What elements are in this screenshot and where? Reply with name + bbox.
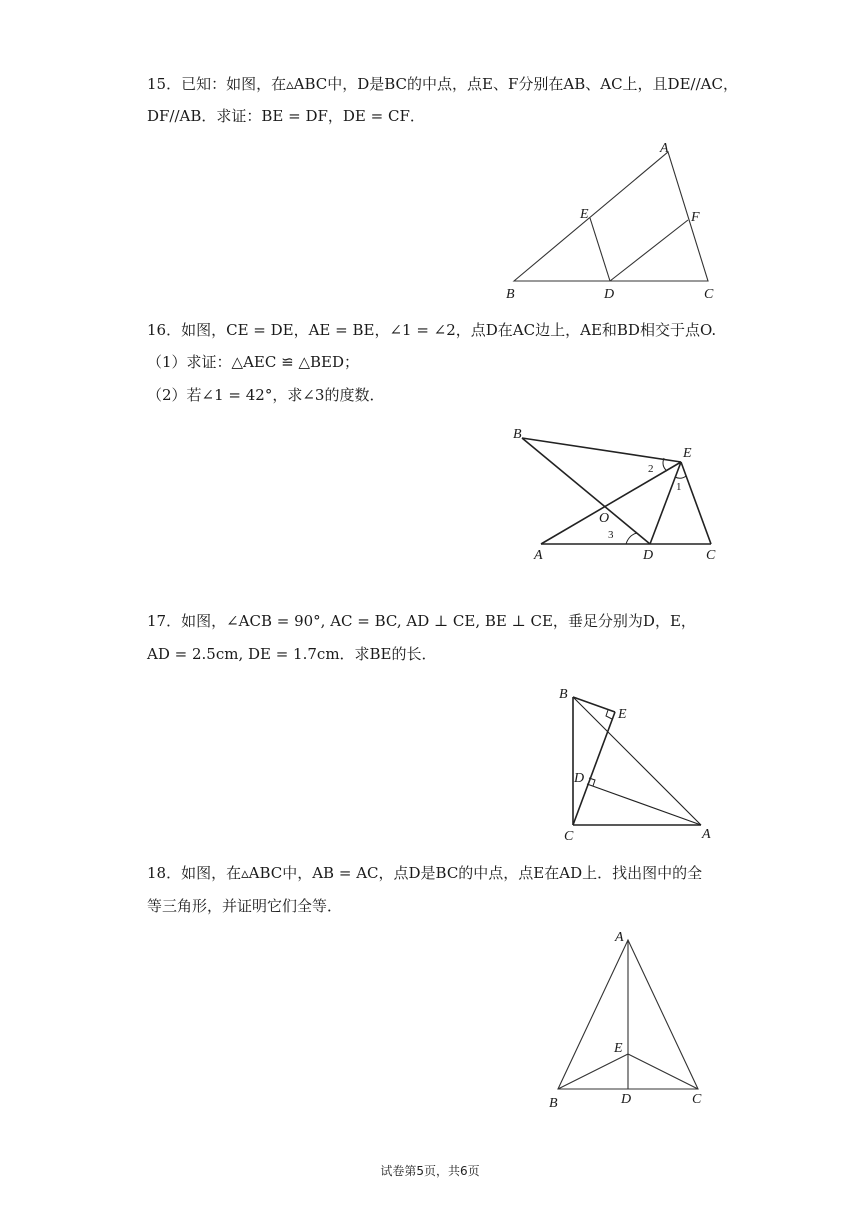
label-d: D xyxy=(643,548,654,563)
label-e: E xyxy=(614,1041,623,1056)
label-b: B xyxy=(549,1096,558,1111)
figure-16 xyxy=(505,422,730,567)
segment-ad xyxy=(587,784,701,825)
segment-de xyxy=(590,218,610,281)
label-3: 3 xyxy=(608,529,614,541)
label-a: A xyxy=(615,930,624,945)
label-a: A xyxy=(702,827,711,842)
segment-ed xyxy=(650,462,681,544)
segment-ce xyxy=(573,712,615,825)
problem-16-line-1: 16．如图，CE = DE，AE = BE，∠1 = ∠2，点D在AC边上，AE和BD相交于点O. xyxy=(147,321,717,339)
label-d: D xyxy=(621,1092,632,1107)
angle-3-arc xyxy=(626,533,637,544)
label-c: C xyxy=(706,548,716,563)
segment-df xyxy=(610,220,688,281)
figure-15 xyxy=(500,140,730,305)
label-1: 1 xyxy=(676,481,682,493)
label-a: A xyxy=(660,141,669,156)
page-footer: 试卷第5页，共6页 xyxy=(380,1164,480,1178)
segment-ec xyxy=(681,462,711,544)
label-e: E xyxy=(683,446,692,461)
label-c: C xyxy=(704,287,714,302)
problem-17-line-1: 17．如图，∠ACB = 90°, AC = BC, AD ⊥ CE, BE ⊥ CE，垂足分别为D，E， xyxy=(147,612,696,630)
problem-16-line-2: （1）求证：△AEC ≌ △BED； xyxy=(147,353,359,371)
label-c: C xyxy=(692,1092,702,1107)
segment-ba xyxy=(573,697,701,825)
label-e: E xyxy=(580,207,589,222)
segment-be xyxy=(573,697,615,712)
label-b: B xyxy=(506,287,515,302)
problem-18-line-2: 等三角形，并证明它们全等． xyxy=(147,897,343,915)
problem-15-line-1: 15．已知：如图，在▵ABC中，D是BC的中点，点E、F分别在AB、AC上，且DE//AC， xyxy=(147,75,738,93)
label-f: F xyxy=(691,210,700,225)
problem-15-line-2: DF//AB．求证：BE = DF，DE = CF． xyxy=(147,107,425,125)
label-2: 2 xyxy=(648,463,654,475)
label-a: A xyxy=(534,548,543,563)
label-d: D xyxy=(604,287,615,302)
angle-1-arc xyxy=(675,476,686,478)
label-c: C xyxy=(564,829,574,844)
figure-18 xyxy=(540,925,720,1113)
segment-ec xyxy=(628,1054,698,1089)
problem-17-line-2: AD = 2.5cm, DE = 1.7cm．求BE的长． xyxy=(147,645,437,663)
problem-16-line-3: （2）若∠1 = 42°，求∠3的度数． xyxy=(147,386,385,404)
label-o: O xyxy=(599,511,610,526)
triangle-abc xyxy=(514,152,708,281)
label-e: E xyxy=(618,707,627,722)
label-d: D xyxy=(574,771,585,786)
label-b: B xyxy=(513,427,522,442)
label-b: B xyxy=(559,687,568,702)
problem-18-line-1: 18．如图，在▵ABC中，AB = AC，点D是BC的中点，点E在AD上．找出图中的全 xyxy=(147,864,703,882)
segment-be xyxy=(558,1054,628,1089)
figure-17 xyxy=(555,682,725,844)
